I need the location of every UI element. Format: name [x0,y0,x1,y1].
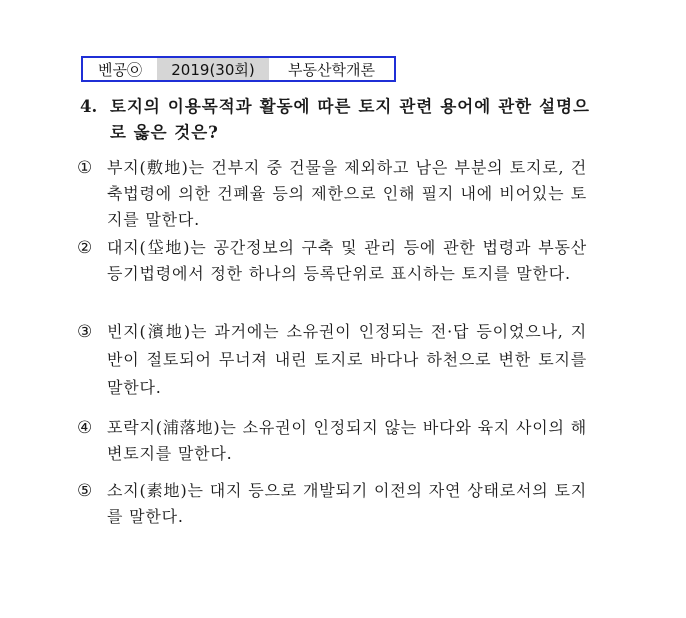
option-4 [77,415,587,467]
option-5 [77,478,587,530]
option-3-text: 빈지(濱地)는 과거에는 소유권이 인정되는 전·답 등이었으나, 지반이 절토되어 무너져 내린 토지로 바다나 하천으로 변한 토지를 말한다. [107,322,587,397]
option-1 [77,155,587,233]
option-1-marker: ① [77,158,93,178]
option-3-marker: ③ [77,322,93,342]
option-5-marker: ⑤ [77,481,93,501]
question [80,94,590,146]
option-1-text: 부지(敷地)는 건부지 중 건물을 제외하고 남은 부분의 토지로, 건축법령에 의한 건폐율 등의 제한으로 인해 필지 내에 비어있는 토지를 말한다. [107,158,587,229]
option-4-marker: ④ [77,418,93,438]
question-number: 4. [80,97,98,116]
exam-header [81,56,396,82]
option-2 [77,235,587,287]
header-exam-year: 2019(30회) [157,58,269,80]
question-text: 토지의 이용목적과 활동에 따른 토지 관련 용어에 관한 설명으로 옳은 것은? [110,97,590,142]
option-5-text: 소지(素地)는 대지 등으로 개발되기 이전의 자연 상태로서의 토지를 말한다. [107,481,587,526]
option-2-text: 대지(垈地)는 공간정보의 구축 및 관리 등에 관한 법령과 부동산등기법령에서 정한 하나의 등록단위로 표시하는 토지를 말한다. [107,238,587,283]
option-3 [77,318,587,402]
option-2-marker: ② [77,238,93,258]
header-subject: 부동산학개론 [288,60,375,79]
header-badge: 벤공㉧ [98,60,142,79]
option-4-text: 포락지(浦落地)는 소유권이 인정되지 않는 바다와 육지 사이의 해변토지를 말한다. [107,418,587,463]
